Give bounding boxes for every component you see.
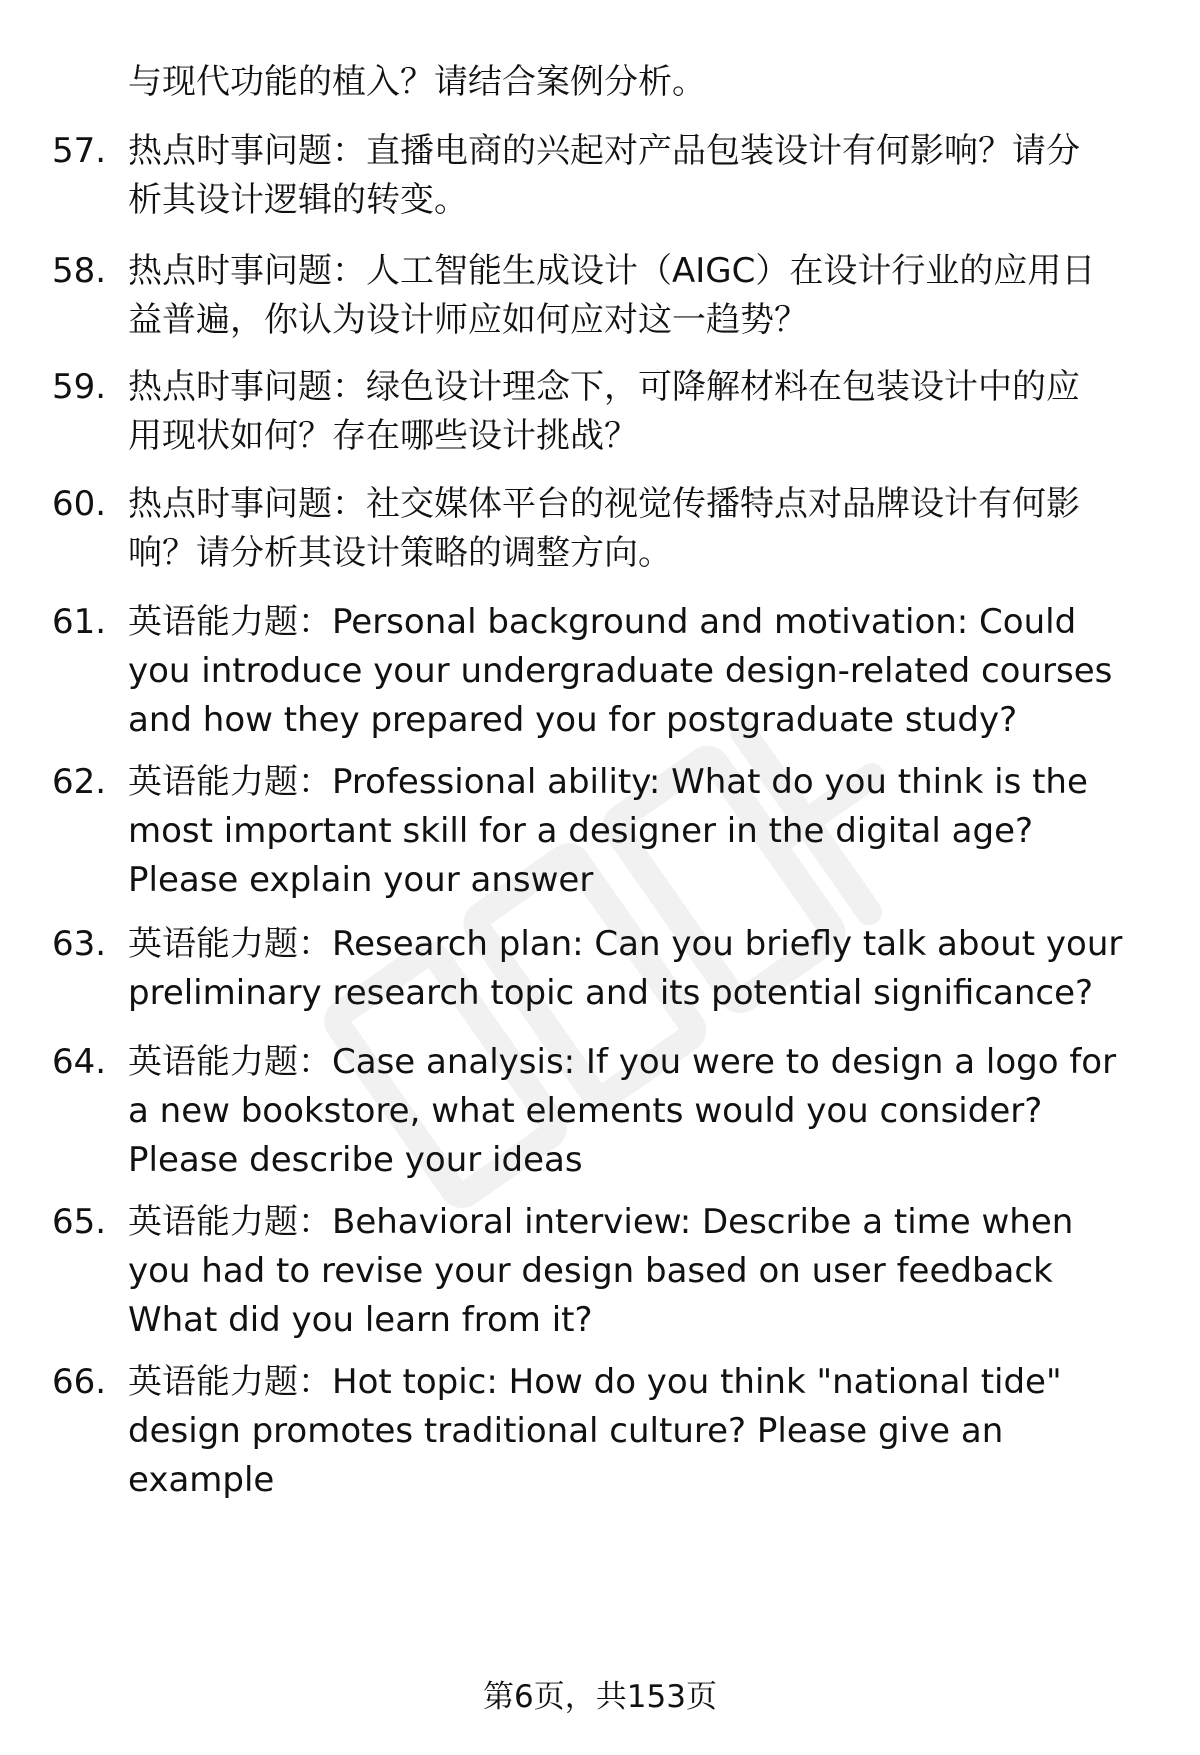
question-number: 58.: [52, 251, 107, 291]
page-number-footer: 第6页，共153页: [483, 1679, 717, 1715]
question-number: 59.: [52, 367, 107, 407]
question-text: 热点时事问题：人工智能生成设计（AIGC）在设计行业的应用日 益普遍，你认为设计师应如何应对这一趋势？: [128, 251, 1096, 340]
continued-question-text: 与现代功能的植入？请结合案例分析。: [128, 62, 706, 102]
question-text: 英语能力题：Research plan: Can you briefly talk about your preliminary research topic and its potential significance?: [128, 924, 1123, 1013]
question-number: 61.: [52, 602, 107, 642]
question-text: 英语能力题：Case analysis: If you were to design a logo for a new bookstore, what elements would you consider? Please describe your ideas: [128, 1042, 1117, 1180]
question-number: 66.: [52, 1362, 107, 1402]
question-number: 63.: [52, 924, 107, 964]
question-text: 英语能力题：Hot topic: How do you think "national tide" design promotes traditional culture? Please give an example: [128, 1362, 1062, 1500]
question-text: 英语能力题：Personal background and motivation: Could you introduce your undergraduate design-related courses and how they prepared you for postgraduate study?: [128, 602, 1113, 740]
question-number: 62.: [52, 762, 107, 802]
question-number: 65.: [52, 1202, 107, 1242]
question-number: 57.: [52, 131, 107, 171]
question-number: 64.: [52, 1042, 107, 1082]
question-text: 热点时事问题：直播电商的兴起对产品包装设计有何影响？请分 析其设计逻辑的转变。: [128, 131, 1080, 220]
question-text: 英语能力题：Behavioral interview: Describe a time when you had to revise your design based on user feedback What did you learn from it?: [128, 1202, 1074, 1340]
question-number: 60.: [52, 484, 107, 524]
question-text: 热点时事问题：绿色设计理念下，可降解材料在包装设计中的应 用现状如何？存在哪些设计挑战？: [128, 367, 1080, 456]
question-text: 热点时事问题：社交媒体平台的视觉传播特点对品牌设计有何影 响？请分析其设计策略的调整方向。: [128, 484, 1080, 573]
question-text: 英语能力题：Professional ability: What do you think is the most important skill for a designer in the digital age? Please explain your answer: [128, 762, 1088, 900]
